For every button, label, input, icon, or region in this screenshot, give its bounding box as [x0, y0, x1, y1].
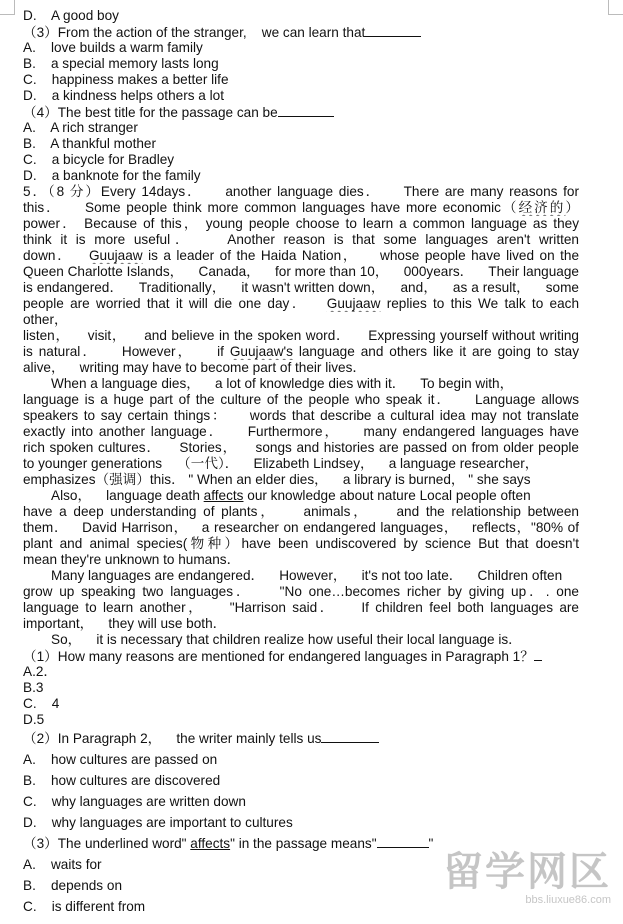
bq2-option-b: B. how cultures are discovered	[23, 773, 221, 788]
underlined-word: affects	[190, 836, 231, 851]
option-d-previous: D. A good boy	[23, 8, 119, 23]
text-run: ）	[565, 200, 579, 215]
passage-line: language is a huge part of the culture of the people who speak it． Language allows	[23, 392, 579, 407]
text-run: Also， language death	[51, 488, 204, 503]
passage-line: other，	[23, 312, 68, 327]
answer-blank	[377, 835, 429, 848]
question-3-text: （3）From the action of the stranger, we can learn that	[23, 25, 366, 40]
passage-line: think it is more useful． Another reason is that some languages aren't written	[23, 232, 579, 247]
passage-line	[23, 344, 579, 360]
bottom-question-1-stem	[23, 648, 579, 664]
q3-option-b: B. a special memory lasts long	[23, 56, 219, 71]
question-4-text: （4）The best title for the passage can be	[23, 105, 278, 120]
passage-line: 5．（8 分）Every 14days． another language dies． There are many reasons for	[23, 184, 579, 199]
bq2-option-d: D. why languages are important to cultures	[23, 815, 293, 830]
passage-line: Queen Charlotte Islands， Canada， for more than 10， 000years． Their language	[23, 264, 579, 279]
text-run: is natural． However， if	[23, 344, 230, 359]
bq2-option-a: A. how cultures are passed on	[23, 752, 218, 767]
passage-line: exactly into another language． Furthermore， many endangered languages have	[23, 424, 579, 439]
underlined-word: affects	[203, 488, 244, 503]
text-run: this． Some people think more common languages have more economic（	[23, 200, 519, 215]
passage-line	[23, 488, 579, 504]
answer-blank	[534, 648, 542, 661]
bq1-option-c: C. 4	[23, 696, 60, 711]
q3-option-a: A. love builds a warm family	[23, 40, 203, 55]
passage-line: So， it is necessary that children realize how useful their local language is．	[51, 632, 522, 647]
q3-option-d: D. a kindness helps others a lot	[23, 88, 224, 103]
passage-line: rich spoken cultures． Stories， songs and histories are passed on from older people	[23, 440, 579, 455]
passage-line: grow up speaking two languages． "No one…becomes richer by giving up．. one	[23, 584, 579, 599]
bq3-option-a: A. waits for	[23, 857, 102, 872]
question-text: （1）How many reasons are mentioned for endangered languages in Paragraph 1？	[23, 649, 534, 664]
page-corner-mark-right	[608, 0, 623, 15]
page-corner-mark-left	[0, 0, 15, 15]
text-run: people are worried that it will die one day．	[23, 296, 327, 311]
passage-line: is endangered． Traditionally， it wasn't written down， and， as a result， some	[23, 280, 579, 295]
passage-line: have a deep understanding of plants， animals， and the relationship between	[23, 504, 579, 519]
q4-option-d: D. a banknote for the family	[23, 168, 201, 183]
passage-line: When a language dies， a lot of knowledge dies with it． To begin with，	[51, 376, 514, 391]
question-3-stem	[23, 24, 579, 40]
answer-blank	[321, 730, 379, 743]
passage-line: important， they will use both．	[23, 616, 227, 631]
bq3-option-c: C. is different from	[23, 899, 146, 914]
text-run: （3）The underlined word"	[23, 836, 191, 851]
passage-line: speakers to say certain things： words that describe a cultural idea may not translate	[23, 408, 579, 423]
spellcheck-word: Guujaaw	[326, 296, 381, 311]
bq1-option-d: D.5	[23, 712, 45, 727]
question-text: （2）In Paragraph 2， the writer mainly tells us	[23, 731, 322, 746]
passage-line: language to learn another， "Harrison said． If children feel both languages are	[23, 600, 579, 615]
q3-option-c: C. happiness makes a better life	[23, 72, 229, 87]
passage-line: plant and animal species(物种）have been undiscovered by science But that doesn't	[23, 536, 579, 551]
spellcheck-word: Guujaaw's	[229, 344, 293, 359]
text-run: down．	[23, 248, 89, 263]
passage-line: listen， visit， and believe in the spoken word． Expressing yourself without writing	[23, 328, 579, 343]
text-run: is a leader of the Haida Nation， whose people have lived on the	[142, 248, 579, 263]
question-4-stem	[23, 104, 579, 120]
passage-line: Many languages are endangered． However， it's not too late． Children often	[51, 568, 563, 583]
passage-line	[23, 200, 579, 216]
watermark-url: bbs.liuxue86.com	[525, 894, 611, 906]
site-watermark	[443, 850, 611, 906]
text-run: language and others like it are going to stay	[292, 344, 579, 359]
q4-option-b: B. A thankful mother	[23, 136, 156, 151]
passage-line	[23, 296, 579, 312]
text-run: our knowledge about nature Local people often	[243, 488, 531, 503]
spellcheck-word: Guujaaw	[88, 248, 143, 263]
text-run: " in the passage means"	[230, 836, 377, 851]
passage-line: them． David Harrison， a researcher on endangered languages， reflects，"80% of	[23, 520, 579, 535]
answer-blank	[365, 24, 421, 37]
text-run: replies to this We talk to each	[380, 296, 579, 311]
passage-line: mean they're unknown to humans．	[23, 552, 241, 567]
bq1-option-b: B.3	[23, 680, 44, 695]
passage-line: alive， writing may have to become part of their lives．	[23, 360, 367, 375]
passage-line	[23, 248, 579, 264]
watermark-logo-text: 留学网区	[443, 849, 611, 895]
q4-option-c: C. a bicycle for Bradley	[23, 152, 175, 167]
passage-line: power． Because of this， young people choose to learn a common language as they	[23, 216, 579, 231]
bq1-option-a: A.2．	[23, 664, 57, 679]
passage-line: to younger generations （一代）． Elizabeth Lindsey， a language researcher，	[23, 456, 539, 471]
bq3-option-b: B. depends on	[23, 878, 123, 893]
document-page	[23, 8, 579, 917]
q4-option-a: A. A rich stranger	[23, 120, 138, 135]
passage-line: emphasizes（强调）this． " When an elder dies， a library is burned， " she says	[23, 472, 531, 487]
answer-blank	[278, 104, 334, 117]
bq2-option-c: C. why languages are written down	[23, 794, 246, 809]
text-run: "	[428, 836, 434, 851]
chinese-gloss: 经济的	[518, 200, 566, 215]
bottom-question-2-stem	[23, 728, 579, 749]
